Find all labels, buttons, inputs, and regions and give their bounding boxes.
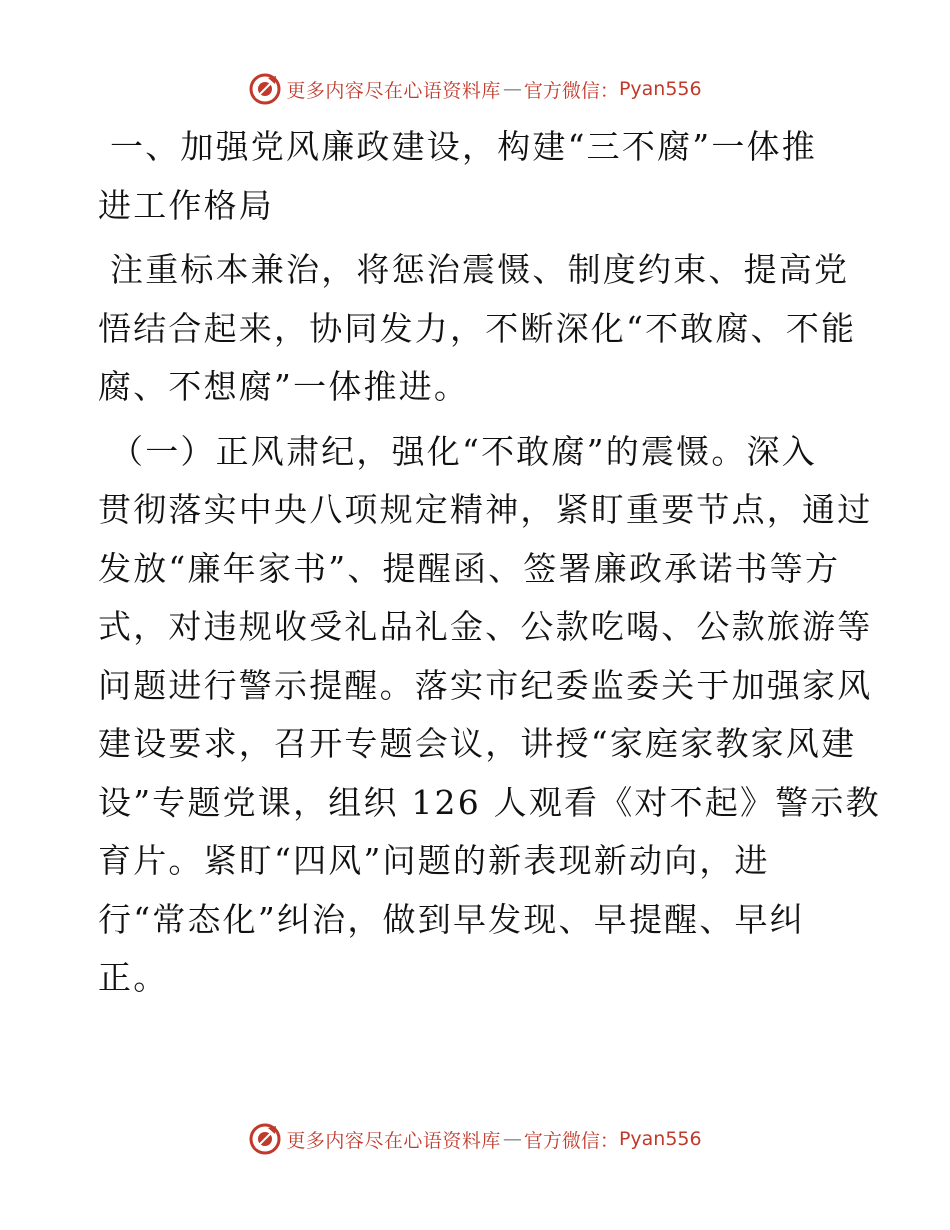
watermark-official: 官方微信： xyxy=(523,1129,619,1152)
section-heading xyxy=(98,118,858,235)
footer-watermark xyxy=(0,1122,950,1156)
logo-icon xyxy=(248,1122,282,1156)
text-line: 一、加强党风廉政建设，构建“三不腐”一体推 xyxy=(110,127,817,166)
watermark-text: 更多内容尽在心语资料库 xyxy=(286,1129,501,1152)
text-line: 行“常态化”纠治，做到早发现、早提醒、早纠 xyxy=(98,899,805,939)
watermark-official: 官方微信： xyxy=(523,79,619,102)
text-line: 问题进行警示提醒。落实市纪委监委关于加强家风 xyxy=(98,665,873,705)
paragraph-intro xyxy=(98,241,858,417)
text-line: 设”专题党课，组织 126 人观看《对不起》警示教 xyxy=(98,782,881,822)
text-line: 式，对违规收受礼品礼金、公款吃喝、公款旅游等 xyxy=(98,607,873,646)
watermark-text: 更多内容尽在心语资料库 xyxy=(286,79,501,102)
text-line: 建设要求，召开专题会议，讲授“家庭家教家风建 xyxy=(98,724,857,763)
header-watermark xyxy=(0,72,950,106)
text-line: 育片。紧盯“四风”问题的新表现新动向，进 xyxy=(98,841,770,880)
text-line: 正。 xyxy=(98,958,169,997)
watermark-separator: — xyxy=(502,1128,522,1150)
text-line: （一）正风肃纪，强化“不敢腐”的震慑。深入 xyxy=(110,431,817,471)
text-line: 腐、不想腐”一体推进。 xyxy=(98,367,470,406)
watermark-account: Pyan556 xyxy=(618,78,702,100)
logo-icon xyxy=(248,72,282,106)
text-line: 悟结合起来，协同发力，不断深化“不敢腐、不能 xyxy=(98,308,857,348)
watermark-account: Pyan556 xyxy=(618,1128,702,1150)
paragraph-section-1 xyxy=(98,423,881,1008)
text-line: 发放“廉年家书”、提醒函、签署廉政承诺书等方 xyxy=(98,548,841,588)
watermark-separator: — xyxy=(502,78,522,100)
text-line: 进工作格局 xyxy=(98,185,274,225)
document-body xyxy=(98,118,881,1014)
text-line: 注重标本兼治，将惩治震慑、制度约束、提高党 xyxy=(110,250,850,289)
text-line: 贯彻落实中央八项规定精神，紧盯重要节点，通过 xyxy=(98,490,873,529)
